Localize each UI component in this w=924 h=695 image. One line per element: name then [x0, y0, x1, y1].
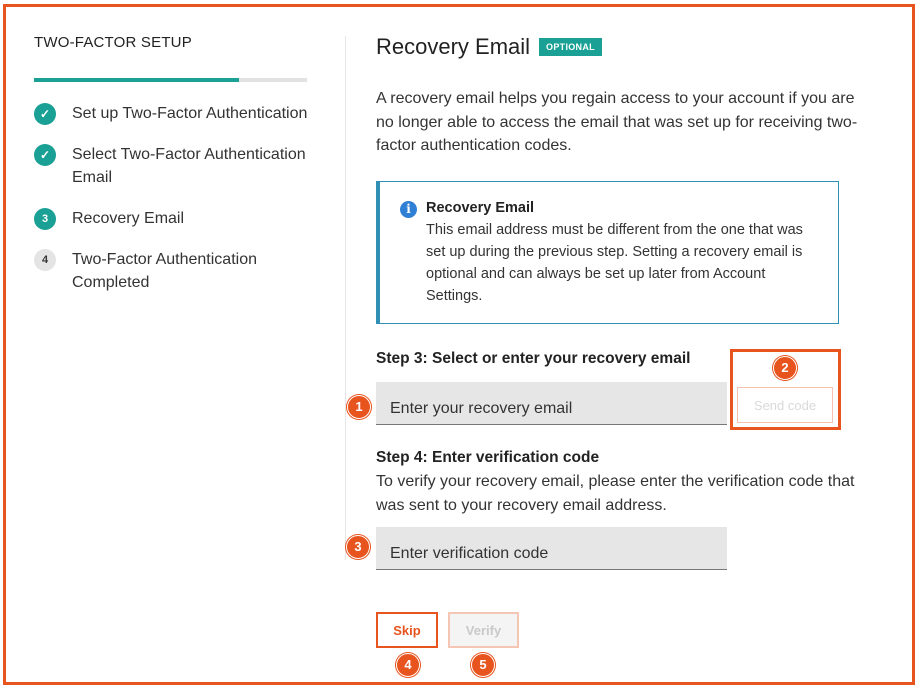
verify-button[interactable]: Verify — [448, 612, 519, 648]
step-item-setup — [34, 102, 314, 125]
info-box — [376, 181, 839, 324]
main-header — [376, 34, 886, 60]
check-icon: ✓ — [34, 144, 56, 166]
verification-code-input[interactable] — [376, 527, 727, 570]
step4-label: Step 4: Enter verification code — [376, 449, 600, 466]
step3-label: Step 3: Select or enter your recovery email — [376, 350, 691, 367]
sidebar — [34, 34, 308, 51]
step-label: Set up Two-Factor Authentication — [72, 105, 308, 122]
skip-button[interactable]: Skip — [376, 612, 438, 648]
recovery-email-input[interactable] — [376, 382, 727, 425]
info-title: Recovery Email — [426, 200, 535, 216]
step-list — [34, 102, 314, 312]
sidebar-title: TWO-FACTOR SETUP — [34, 34, 192, 51]
step-label: Two-Factor Authentication Completed — [72, 251, 257, 291]
annotation-marker-5: 5 — [471, 653, 495, 677]
step-number-badge: 4 — [34, 249, 56, 271]
intro-text: A recovery email helps you regain access to your account if you are no longer able to access the email that was set up for receiving two-factor authentication codes. — [376, 90, 858, 154]
step-item-recovery-email — [34, 207, 314, 230]
step4-description: To verify your recovery email, please enter the verification code that was sent to your recovery email address. — [376, 473, 855, 514]
annotation-marker-3: 3 — [346, 535, 370, 559]
progress-bar-fill — [34, 78, 239, 82]
check-icon: ✓ — [34, 103, 56, 125]
annotation-marker-2: 2 — [773, 356, 797, 380]
step-number-badge: 3 — [34, 208, 56, 230]
step-label: Recovery Email — [72, 210, 185, 227]
vertical-divider — [345, 36, 346, 560]
step-item-completed — [34, 248, 314, 294]
step-item-select-email — [34, 143, 314, 189]
progress-bar — [34, 78, 307, 82]
annotation-marker-1: 1 — [347, 395, 371, 419]
annotation-marker-4: 4 — [396, 653, 420, 677]
info-icon: i — [400, 201, 417, 218]
optional-badge: OPTIONAL — [539, 38, 602, 56]
info-body: This email address must be different from the one that was set up during the previous step. Setting a recovery email is optional and can always be set up later from Account Settings. — [426, 222, 803, 304]
page-title: Recovery Email — [376, 34, 531, 59]
send-code-button[interactable]: Send code — [737, 387, 833, 423]
step-label: Select Two-Factor Authentication Email — [72, 146, 306, 186]
